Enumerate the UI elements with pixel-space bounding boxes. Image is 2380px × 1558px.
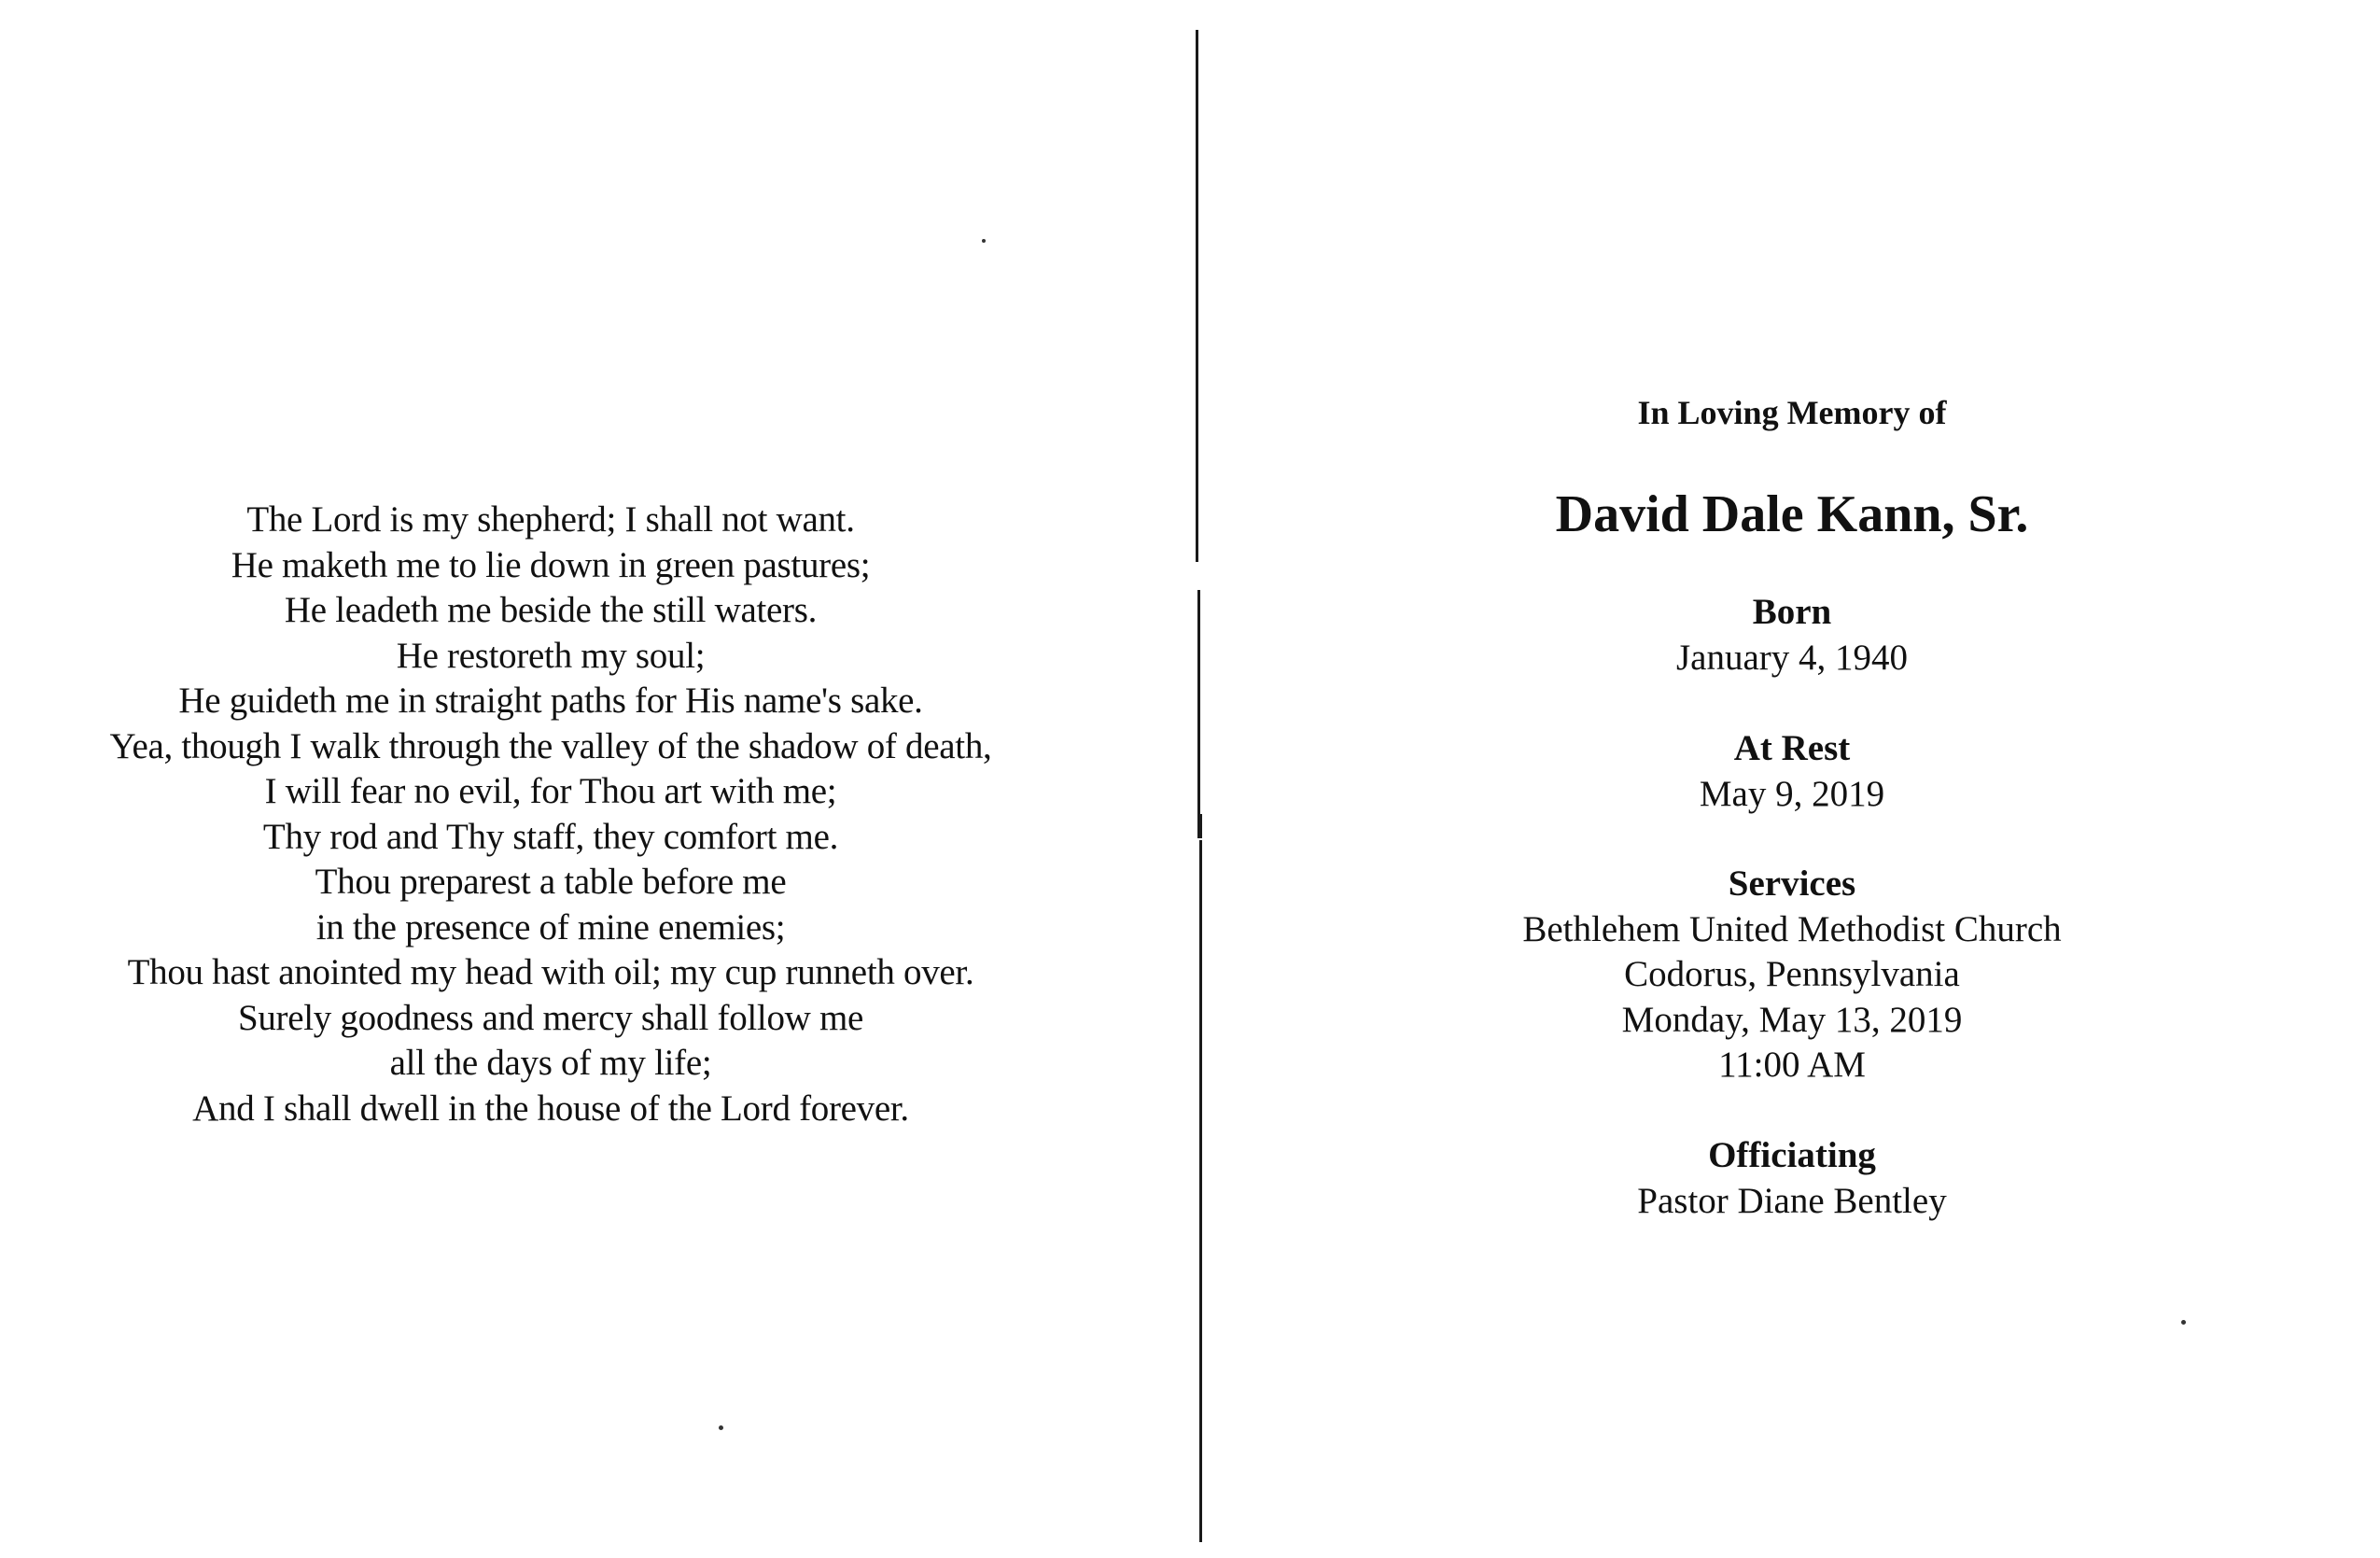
born-label: Born xyxy=(1752,592,1832,632)
psalm-line: I will fear no evil, for Thou art with me; xyxy=(264,771,837,811)
memorial-heading: In Loving Memory of xyxy=(1637,394,1947,431)
officiating-label: Officiating xyxy=(1708,1135,1876,1175)
fold-line-segment xyxy=(1199,840,1202,1542)
services-time: 11:00 AM xyxy=(1718,1045,1866,1085)
services-section xyxy=(1204,862,2380,1088)
psalm-line: Thou preparest a table before me xyxy=(315,862,787,902)
psalm-line: Thou hast anointed my head with oil; my cup runneth over. xyxy=(127,952,974,992)
at-rest-label: At Rest xyxy=(1733,728,1851,768)
officiating-name: Pastor Diane Bentley xyxy=(1637,1180,1947,1221)
psalm-line: The Lord is my shepherd; I shall not want. xyxy=(246,499,855,540)
psalm-line: And I shall dwell in the house of the Lord forever. xyxy=(192,1088,909,1129)
officiating-section xyxy=(1204,1133,2380,1224)
right-page xyxy=(1204,0,2380,1558)
at-rest-section xyxy=(1204,726,2380,817)
scan-speck xyxy=(719,1425,723,1430)
born-date: January 4, 1940 xyxy=(1675,637,1909,678)
fold-line-segment xyxy=(1196,30,1198,562)
psalm-line: He guideth me in straight paths for His name's sake. xyxy=(178,681,923,721)
fold-line-segment xyxy=(1197,590,1200,814)
services-location: Codorus, Pennsylvania xyxy=(1624,954,1960,994)
psalm-line: Thy rod and Thy staff, they comfort me. xyxy=(262,816,839,857)
scan-speck xyxy=(982,239,986,243)
scan-speck xyxy=(2181,1320,2186,1325)
deceased-name: David Dale Kann, Sr. xyxy=(1555,485,2029,543)
at-rest-date: May 9, 2019 xyxy=(1699,773,1885,814)
psalm-line: Surely goodness and mercy shall follow me xyxy=(237,997,864,1038)
psalm-line: in the presence of mine enemies; xyxy=(315,906,786,947)
fold-line-segment xyxy=(1197,814,1202,838)
psalm-line: all the days of my life; xyxy=(389,1043,712,1083)
services-date: Monday, May 13, 2019 xyxy=(1621,999,1963,1040)
born-section xyxy=(1204,590,2380,681)
psalm-line: He maketh me to lie down in green pastures; xyxy=(231,544,871,585)
psalm-text xyxy=(19,498,1083,1131)
psalm-line: He restoreth my soul; xyxy=(396,635,706,676)
psalm-line: He leadeth me beside the still waters. xyxy=(284,590,818,630)
services-church: Bethlehem United Methodist Church xyxy=(1522,908,2062,949)
psalm-line: Yea, though I walk through the valley of the shadow of death, xyxy=(109,725,992,766)
services-label: Services xyxy=(1728,863,1856,904)
